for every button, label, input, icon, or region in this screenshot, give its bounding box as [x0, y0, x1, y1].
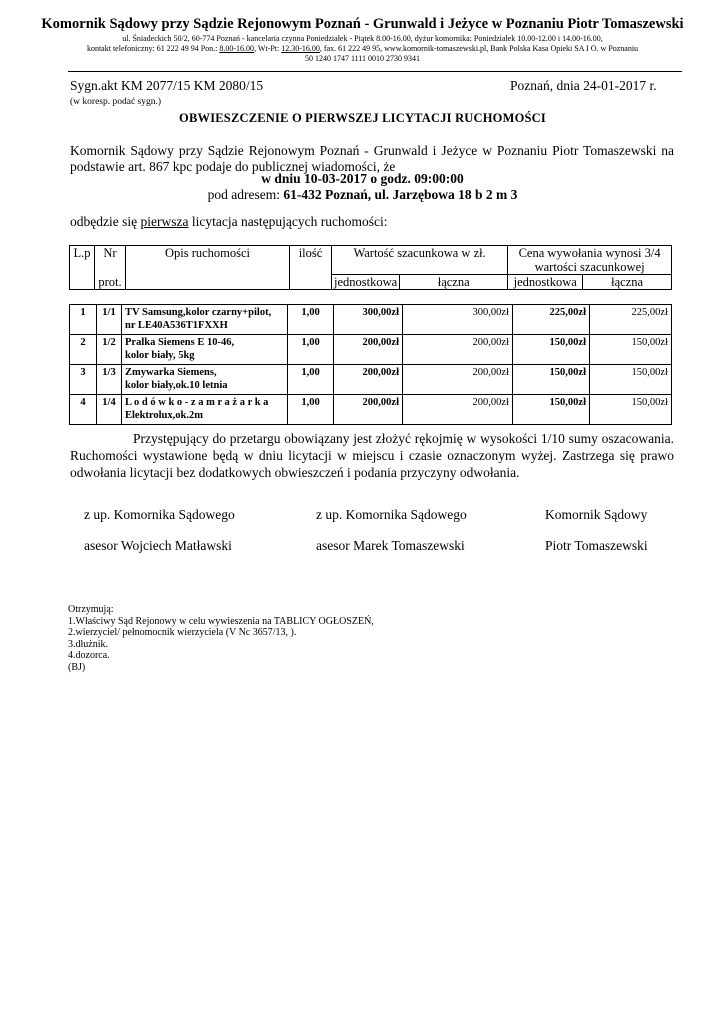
auction-address: 61-432 Poznań, ul. Jarzębowa 18 b 2 m 3 [283, 187, 518, 202]
items-header-table [69, 245, 672, 290]
table-row [70, 395, 672, 425]
cell-wartosc-jedn: 200,00zł [334, 365, 403, 395]
list-item: 3.dłużnik. [68, 638, 108, 650]
cell-opis-line1: L o d ó w k o - z a m r a ż a r k a [125, 397, 269, 408]
letterhead-contact [0, 44, 725, 54]
document-heading: OBWIESZCZENIE O PIERWSZEJ LICYTACJI RUCHOMOŚCI [179, 111, 546, 125]
cell-wartosc-jedn: 200,00zł [334, 335, 403, 365]
cell-cena-lacz: 150,00zł [590, 395, 672, 425]
list-item: 1.Właściwy Sąd Rejonowy w celu wywieszenia na TABLICY OGŁOSZEŃ, [68, 615, 374, 627]
statement-a: odbędzie się [70, 214, 141, 229]
recipients-block [68, 604, 374, 673]
cell-wartosc-lacz: 200,00zł [403, 365, 513, 395]
cell-wartosc-lacz: 300,00zł [403, 305, 513, 335]
col-cena-laczna: łączna [583, 275, 672, 290]
col-cena: Cena wywołania wynosi 3/4 wartości szacunkowej [508, 246, 672, 275]
contact-hours-mon: 8.00-16.00 [219, 44, 255, 53]
cell-nr: 1/1 [97, 305, 122, 335]
table-row [70, 365, 672, 395]
cell-cena-lacz: 150,00zł [590, 365, 672, 395]
signature-name: asesor Wojciech Matławski [84, 538, 232, 553]
col-nr [95, 246, 126, 290]
statement-first: pierwsza [140, 214, 189, 229]
cell-cena-jedn: 150,00zł [513, 395, 590, 425]
items-table [69, 304, 672, 425]
cell-cena-jedn: 225,00zł [513, 305, 590, 335]
contact-text-b: , Wt-Pt: [254, 44, 282, 53]
contact-hours-tue-fri: 12.30-16.00 [281, 44, 320, 53]
cell-opis [122, 395, 288, 425]
auction-date: w dniu 10-03-2017 o godz. 09:00:00 [261, 171, 464, 186]
correspondence-note: (w koresp. podać sygn.) [70, 97, 162, 107]
table-row [70, 335, 672, 365]
cell-ilosc: 1,00 [288, 305, 334, 335]
cell-opis-line1: TV Samsung,kolor czarny+pilot, [125, 307, 272, 318]
cell-wartosc-lacz: 200,00zł [403, 395, 513, 425]
col-wartosc-jednostkowa: jednostkowa [332, 275, 400, 290]
signature-role: z up. Komornika Sądowego [84, 507, 235, 522]
intro-paragraph: Komornik Sądowy przy Sądzie Rejonowym Poznań - Grunwald i Jeżyce w Poznaniu Piotr Tomaszewski na podstawie art. 867 kpc podaje do publicznej wiadomości, że [70, 143, 674, 174]
list-item: 4.dozorca. [68, 650, 110, 661]
place-date: Poznań, dnia 24-01-2017 r. [510, 78, 657, 93]
list-item: 2.wierzyciel/ pełnomocnik wierzyciela (V Nc 3657/13, ). [68, 627, 297, 638]
letterhead-divider [68, 71, 682, 72]
statement-b: licytacja następujących ruchomości: [188, 214, 388, 229]
cell-nr: 1/2 [97, 335, 122, 365]
cell-opis-line2: nr LE40A536T1FXXH [125, 319, 228, 331]
list-item: (BJ) [68, 661, 86, 673]
cell-lp: 1 [70, 305, 97, 335]
letterhead-account: 50 1240 1747 1111 0010 2730 9341 [304, 54, 421, 63]
contact-text-c: , fax. 61 222 49 95, www.komornik-tomaszewski.pl, Bank Polska Kasa Opieki SA I O. w Poznaniu [319, 44, 639, 53]
signature-name: Piotr Tomaszewski [545, 538, 648, 553]
cell-opis [122, 335, 288, 365]
cell-ilosc: 1,00 [288, 395, 334, 425]
auction-statement [70, 214, 388, 230]
col-prot-label: prot. [98, 275, 122, 289]
col-ilosc: ilość [290, 246, 332, 290]
cell-opis-line1: Zmywarka Siemens, [125, 367, 217, 378]
cell-cena-jedn: 150,00zł [513, 335, 590, 365]
cell-nr: 1/3 [97, 365, 122, 395]
contact-text-a: kontakt telefoniczny: 61 222 49 94 Pon.: [86, 44, 220, 53]
cell-opis-line2: kolor biały,ok.10 letnia [125, 379, 228, 391]
col-opis: Opis ruchomości [126, 246, 290, 290]
letterhead-address: ul. Śniadeckich 50/2, 60-774 Poznań - kancelaria czynna Poniedziałek - Piątek 8.00-16.00, dyżur komornika: Poniedziałek 10.00-12.00 i 14.00-16.00, [122, 34, 603, 43]
col-wartosc-laczna: łączna [400, 275, 508, 290]
cell-opis [122, 305, 288, 335]
signature-name: asesor Marek Tomaszewski [316, 538, 465, 553]
cell-lp: 3 [70, 365, 97, 395]
auction-notice: Przystępujący do przetargu obowiązany jest złożyć rękojmię w wysokości 1/10 sumy oszacowania. Ruchomości wystawione będą w dniu licytacji w miejscu i czasie oznaczonym wyżej. Zastrzega się prawo odwołania licytacji bez dodatkowych obwieszczeń i podania przyczyny odwołania. [70, 431, 674, 480]
col-nr-label: Nr [103, 246, 117, 260]
table-row [70, 305, 672, 335]
address-prefix: pod adresem: [207, 187, 284, 202]
cell-opis [122, 365, 288, 395]
col-wartosc: Wartość szacunkowa w zł. [332, 246, 508, 275]
col-lp: L.p [70, 246, 95, 290]
cell-wartosc-jedn: 300,00zł [334, 305, 403, 335]
cell-ilosc: 1,00 [288, 365, 334, 395]
auction-address-line [0, 187, 725, 203]
cell-opis-line2: Elektrolux,ok.2m [125, 409, 203, 421]
cell-lp: 4 [70, 395, 97, 425]
cell-ilosc: 1,00 [288, 335, 334, 365]
signature-role: z up. Komornika Sądowego [316, 507, 467, 522]
cell-cena-lacz: 150,00zł [590, 335, 672, 365]
cell-lp: 2 [70, 335, 97, 365]
cell-wartosc-lacz: 200,00zł [403, 335, 513, 365]
cell-cena-jedn: 150,00zł [513, 365, 590, 395]
cell-nr: 1/4 [97, 395, 122, 425]
cell-opis-line1: Pralka Siemens E 10-46, [125, 337, 235, 348]
recipients-title: Otrzymują: [68, 604, 114, 615]
cell-opis-line2: kolor biały, 5kg [125, 349, 195, 361]
cell-cena-lacz: 225,00zł [590, 305, 672, 335]
case-signature: Sygn.akt KM 2077/15 KM 2080/15 [70, 78, 264, 93]
letterhead-title: Komornik Sądowy przy Sądzie Rejonowym Poznań - Grunwald i Jeżyce w Poznaniu Piotr Tomaszewski [41, 16, 684, 32]
signature-role: Komornik Sądowy [545, 507, 648, 522]
col-cena-jednostkowa: jednostkowa [508, 275, 583, 290]
cell-wartosc-jedn: 200,00zł [334, 395, 403, 425]
